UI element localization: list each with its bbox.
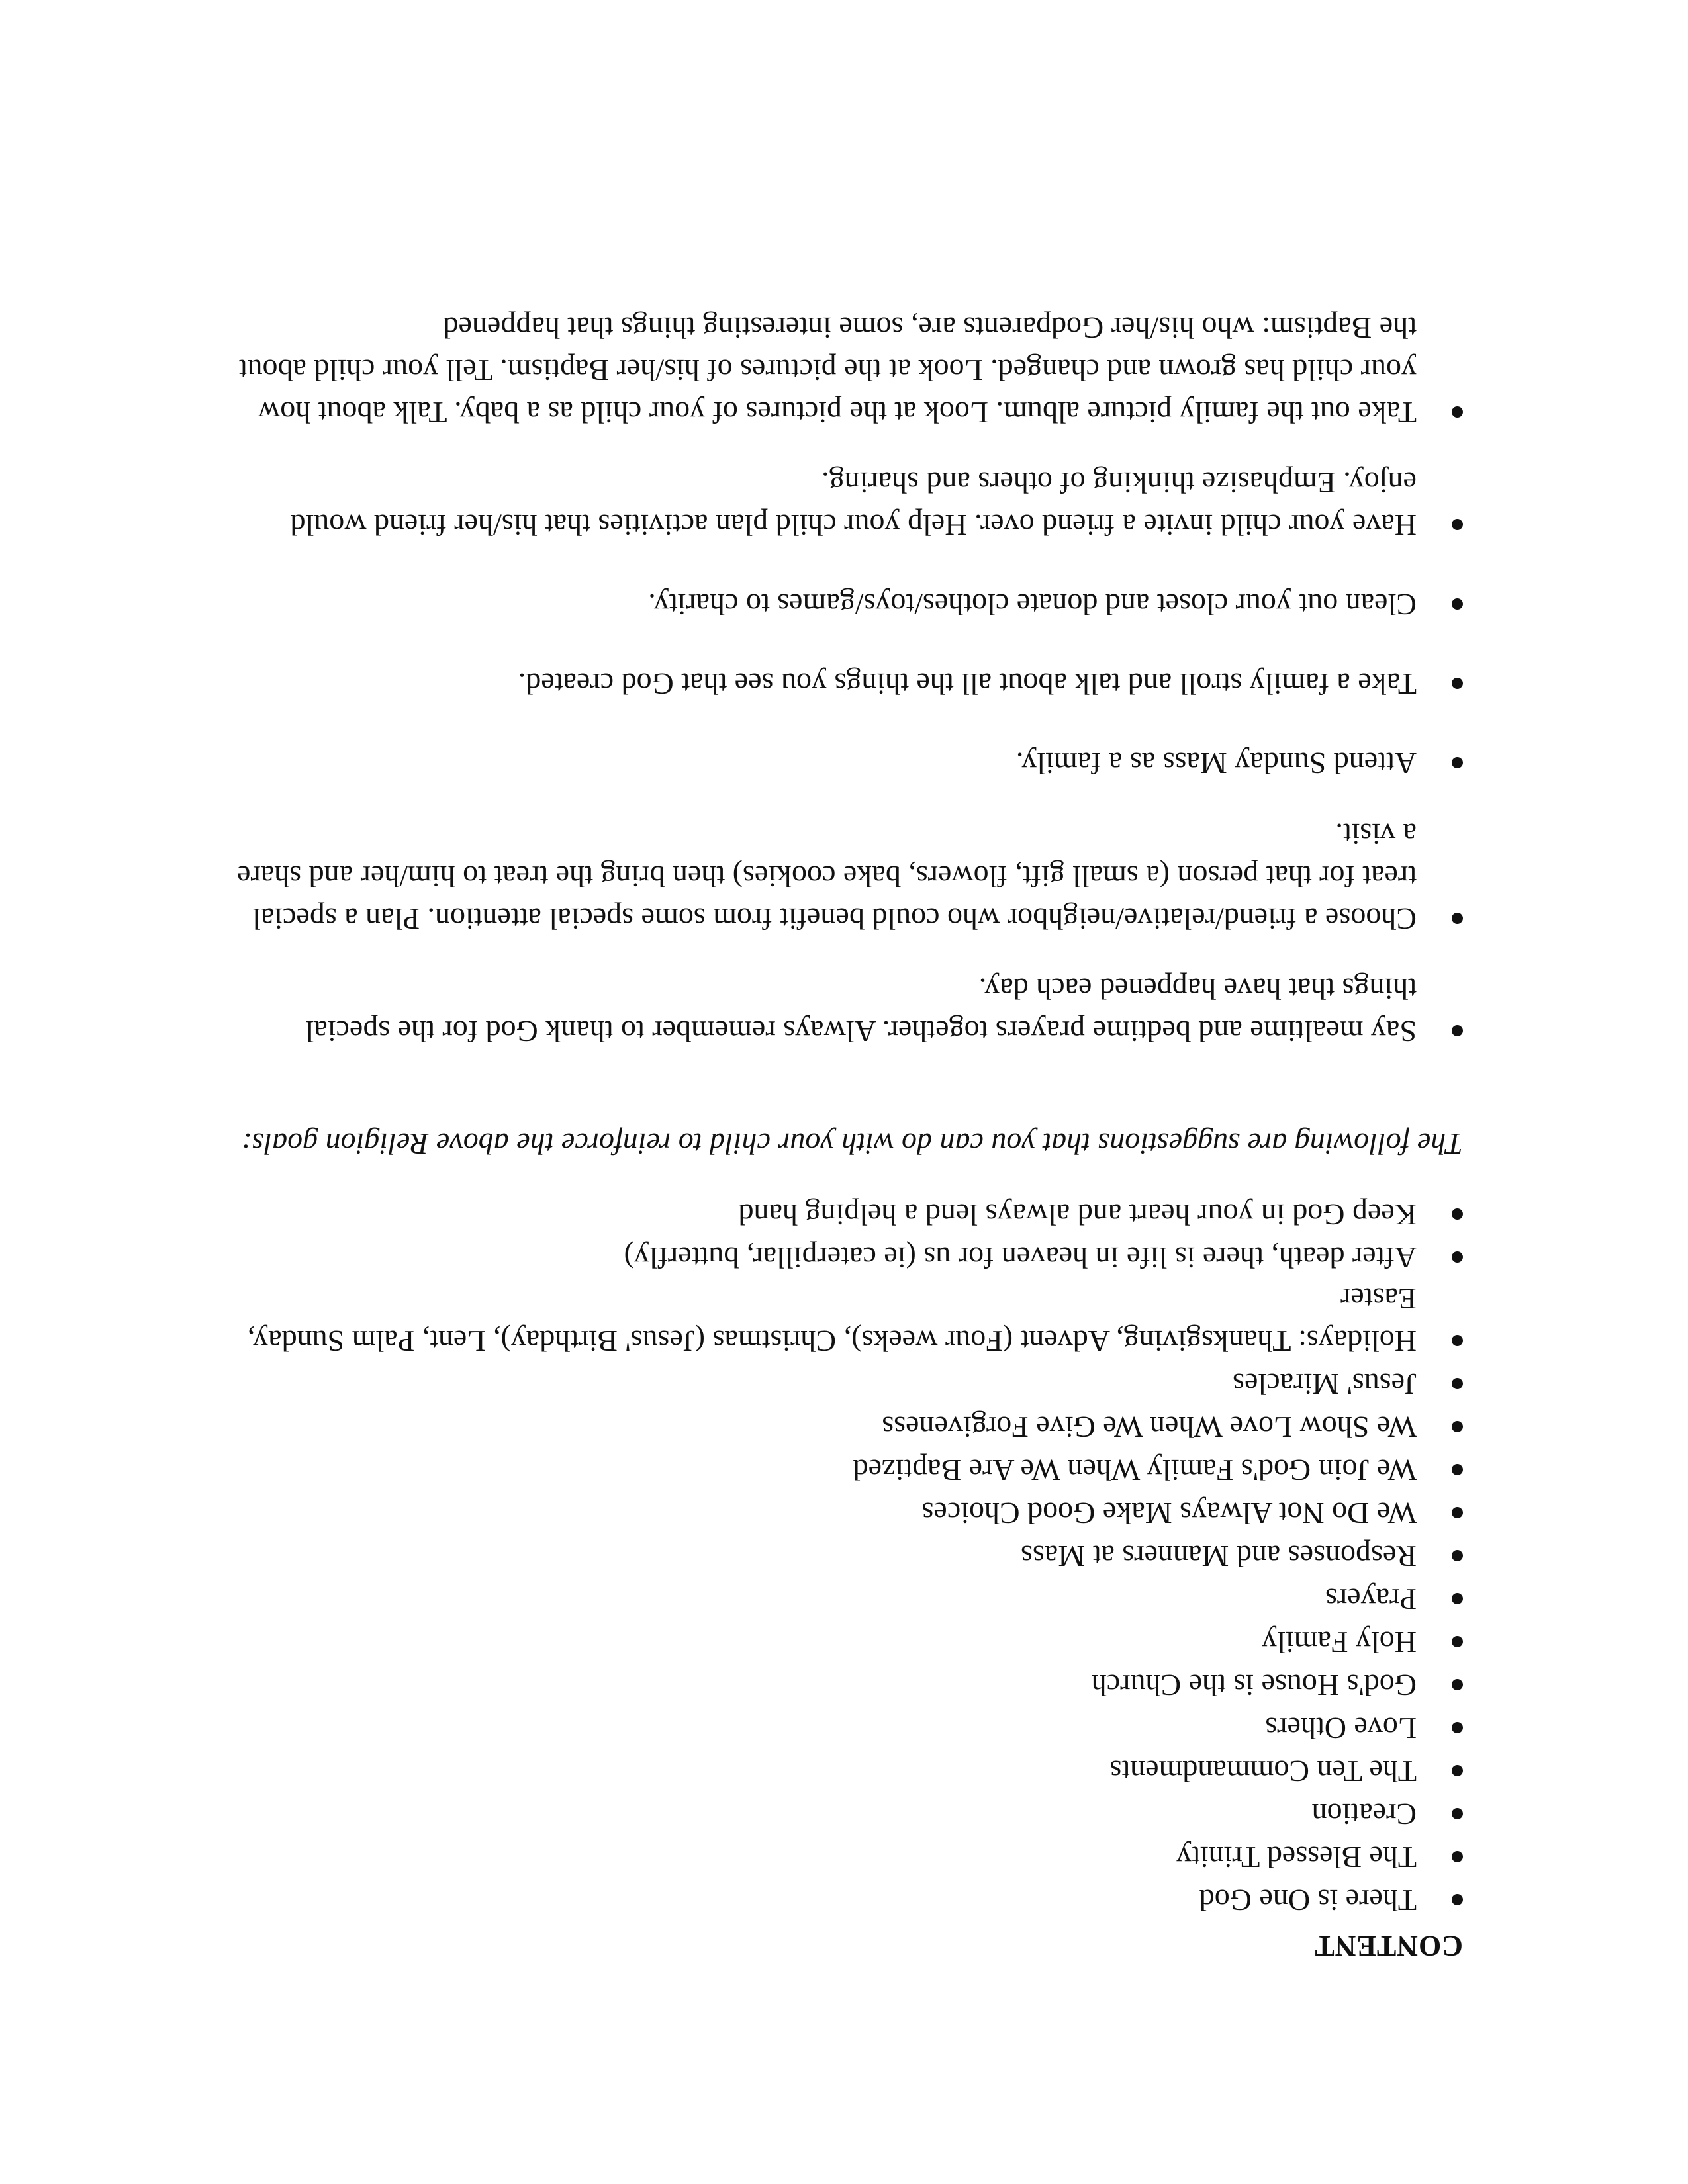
bullet-icon	[1452, 1722, 1463, 1733]
suggestions-intro: The following are suggestions that you can do with your child to reinforce the above Religion goals:	[242, 1127, 1463, 1161]
bullet-icon	[1452, 519, 1463, 530]
list-item: Prayers	[225, 1578, 1417, 1620]
list-item: Responses and Manners at Mass	[225, 1535, 1417, 1577]
bullet-icon	[1452, 598, 1463, 610]
list-item: We Do Not Always Make Good Choices	[225, 1492, 1417, 1534]
content-heading: CONTENT	[1314, 1930, 1463, 1962]
list-item: Choose a friend/relative/neighbor who could benefit from some special attention. Plan a special treat for that person (a small gift, flowers, bake cookies) then bring the treat to him/her and share a visit.	[225, 813, 1417, 940]
bullet-icon	[1452, 1421, 1463, 1432]
bullet-icon	[1452, 1679, 1463, 1690]
bullet-icon	[1452, 1025, 1463, 1036]
bullet-icon	[1452, 1593, 1463, 1604]
bullet-icon	[1452, 1251, 1463, 1263]
bullet-icon	[1452, 1464, 1463, 1475]
list-item: There is One God	[225, 1879, 1417, 1921]
bullet-icon	[1452, 1851, 1463, 1862]
list-item: Love Others	[225, 1707, 1417, 1749]
list-item: Holy Family	[225, 1621, 1417, 1663]
bullet-icon	[1452, 913, 1463, 924]
list-item: God's House is the Church	[225, 1664, 1417, 1706]
list-item: Take a family stroll and talk about all the things you see that God created.	[225, 662, 1417, 705]
list-item: Say mealtime and bedtime prayers together. Always remember to thank God for the special things that have happened each day.	[225, 968, 1417, 1052]
bullet-icon	[1452, 1550, 1463, 1561]
bullet-icon	[1452, 406, 1463, 418]
list-item: Attend Sunday Mass as a family.	[225, 742, 1417, 784]
list-item: After death, there is life in heaven for us (ie caterpillar, butterfly)	[225, 1236, 1417, 1279]
bullet-icon	[1452, 1636, 1463, 1647]
bullet-icon	[1452, 1208, 1463, 1220]
list-item: The Ten Commandments	[225, 1750, 1417, 1792]
list-item: The Blessed Trinity	[225, 1836, 1417, 1878]
bullet-icon	[1452, 1765, 1463, 1776]
list-item: We Join God's Family When We Are Baptized	[225, 1449, 1417, 1491]
bullet-icon	[1452, 1808, 1463, 1819]
bullet-icon	[1452, 1378, 1463, 1389]
bullet-icon	[1452, 1507, 1463, 1518]
list-item: Jesus' Miracles	[225, 1363, 1417, 1405]
list-item: Creation	[225, 1793, 1417, 1835]
bullet-icon	[1452, 1335, 1463, 1346]
bullet-icon	[1452, 1894, 1463, 1905]
bullet-icon	[1452, 757, 1463, 768]
list-item: Clean out your closet and donate clothes/toys/games to charity.	[225, 583, 1417, 625]
list-item: Holidays: Thanksgiving, Advent (Four weeks), Christmas (Jesus' Birthday), Lent, Palm Sunday, Easter	[225, 1277, 1417, 1362]
bullet-icon	[1452, 678, 1463, 689]
list-item: Keep God in your heart and always lend a helping hand	[225, 1193, 1417, 1236]
list-item: We Show Love When We Give Forgiveness	[225, 1406, 1417, 1448]
list-item: Take out the family picture album. Look at the pictures of your child as a baby. Talk about how your child has grown and changed. Look at the pictures of his/her Baptism. Tell your child about the Baptism: who his/her Godparents are, some interesting things that happened	[225, 306, 1417, 433]
list-item: Have your child invite a friend over. Help your child plan activities that his/her friend would enjoy. Emphasize thinking of others and sharing.	[225, 461, 1417, 546]
